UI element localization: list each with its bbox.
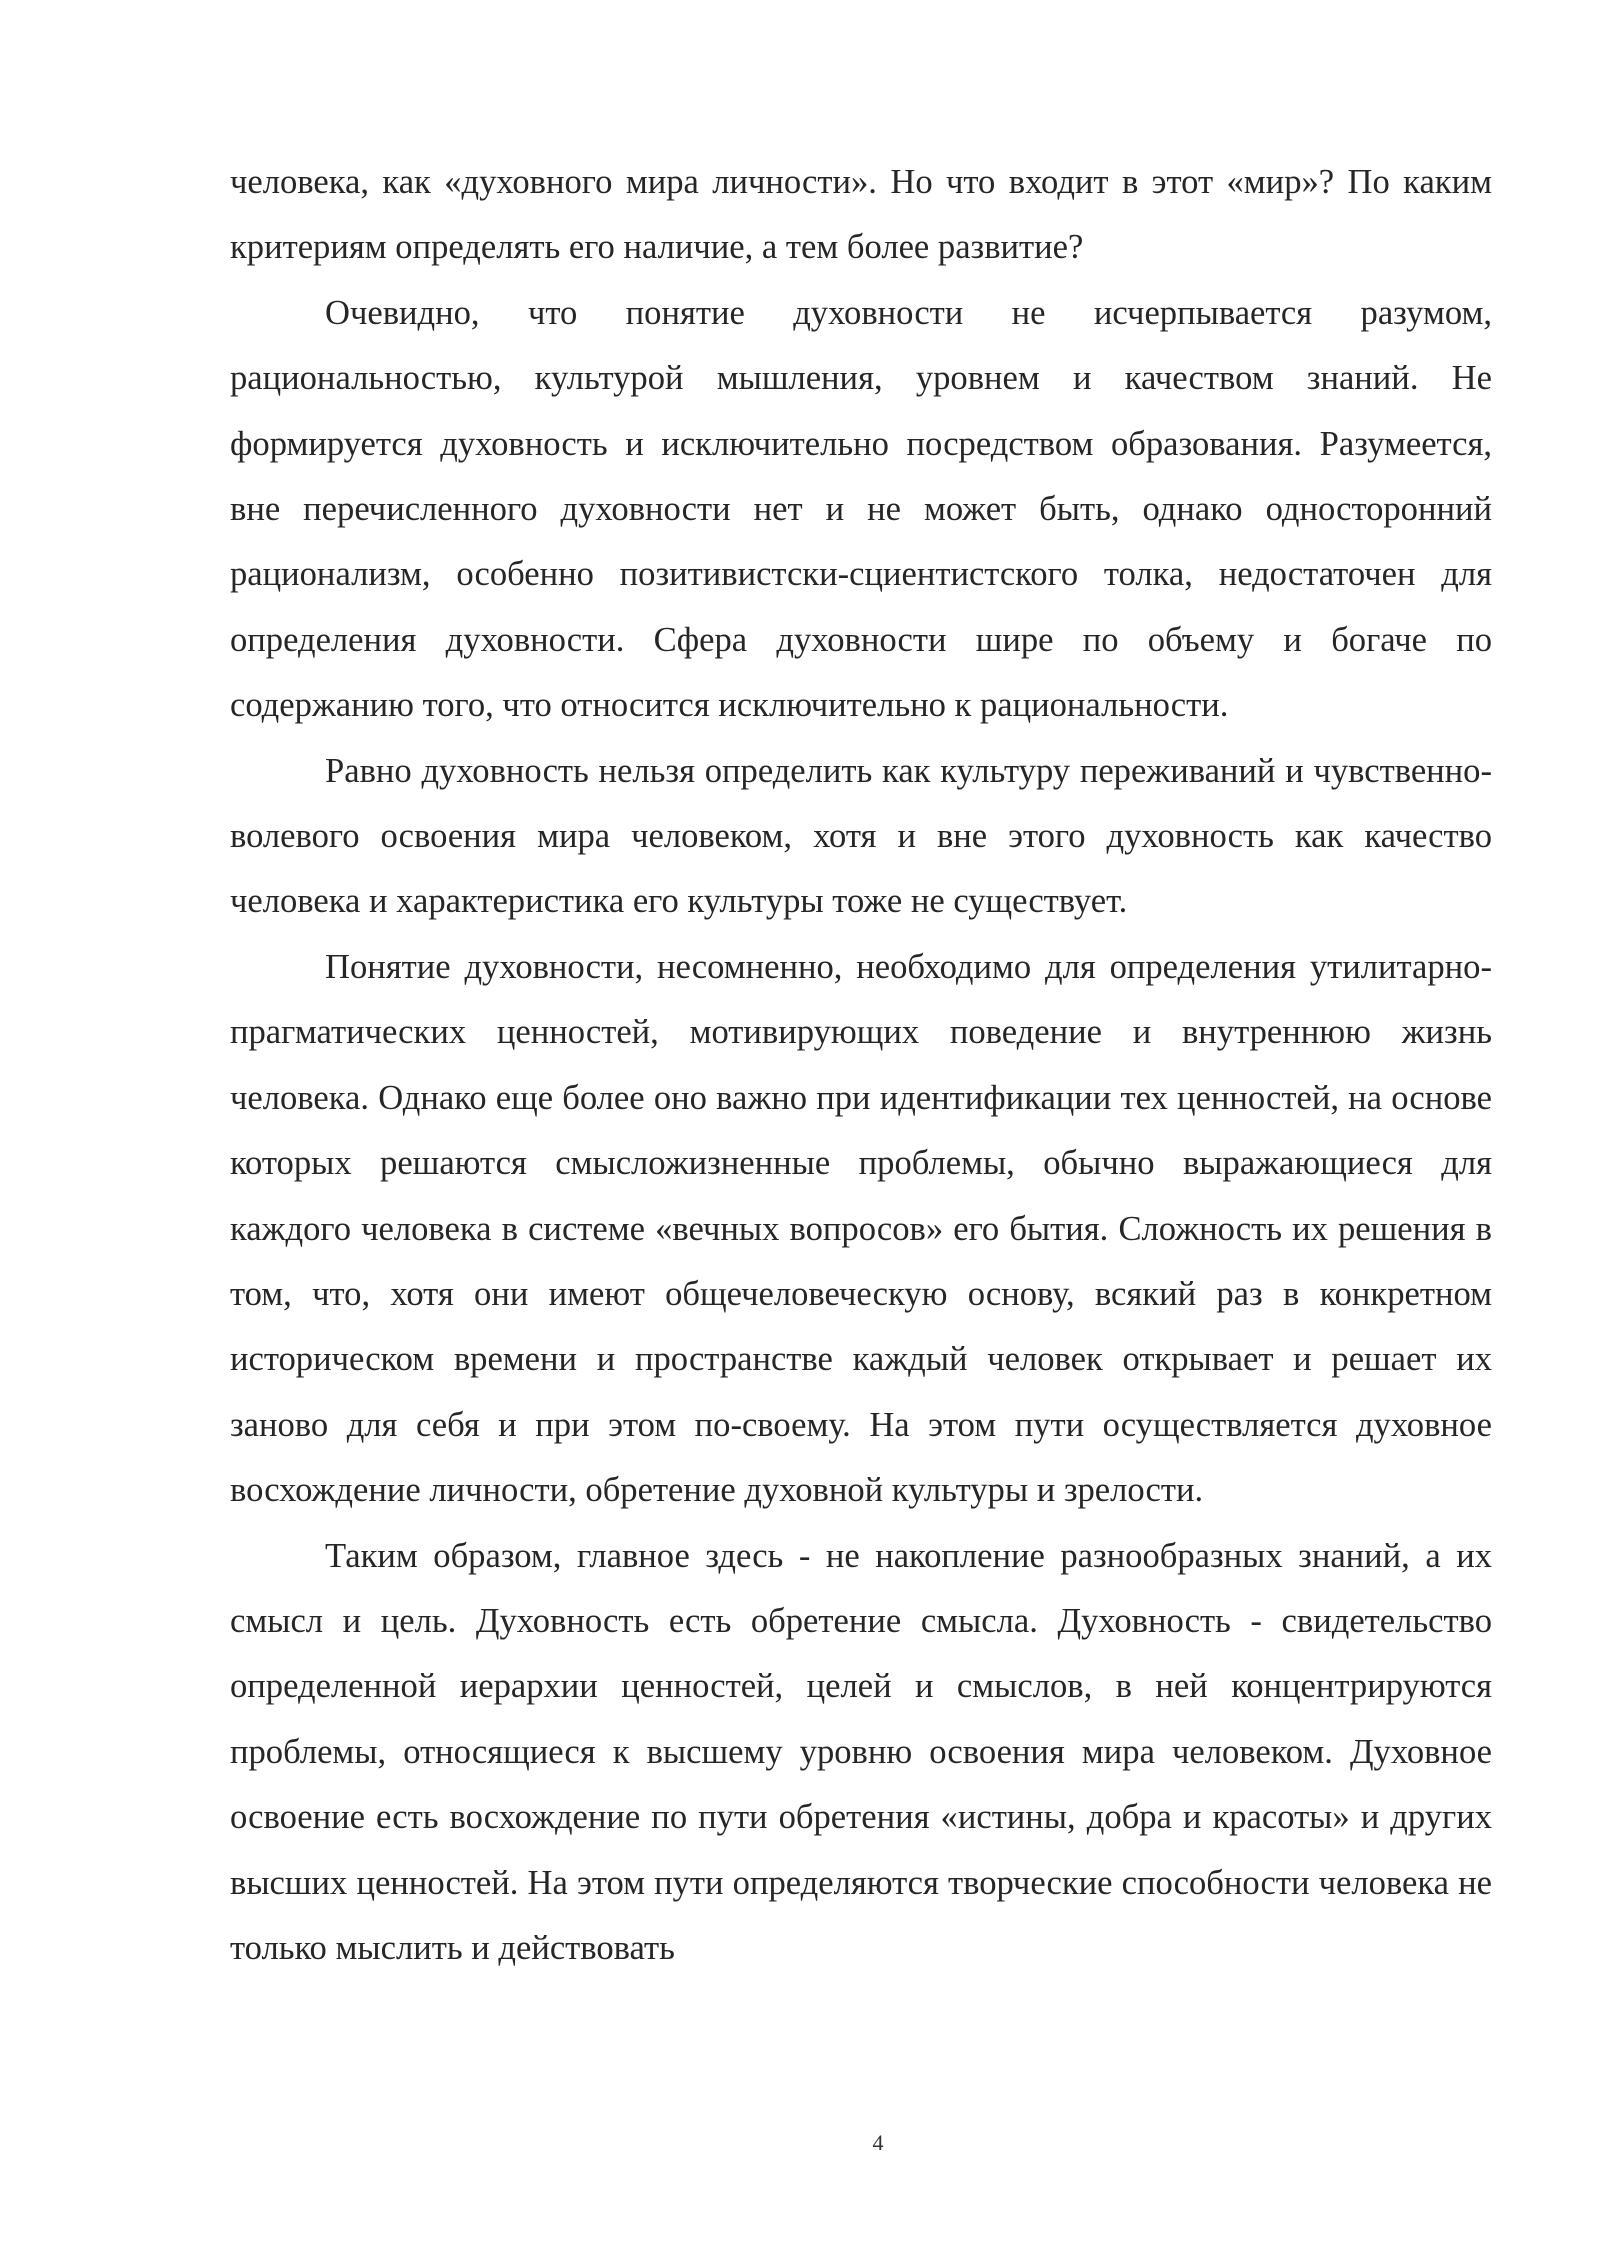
paragraph-3: Равно духовность нельзя определить как культуру переживаний и чувственно-волевого освоения мира человеком, хотя и вне этого духовность как качество человека и характеристика его культуры тоже не существует. [230,751,1492,921]
paragraph-4: Понятие духовности, несомненно, необходимо для определения утилитарно-прагматических ценностей, мотивирующих поведение и внутреннюю жизнь человека. Однако еще более оно важно при идентификации тех ценностей, на основе которых решаются смысложизненные проблемы, обычно выражающиеся для каждого человека в системе «вечных вопросов» его бытия. Сложность их решения в том, что, хотя они имеют общечеловеческую основу, всякий раз в конкретном историческом времени и пространстве каждый человек открывает и решает их заново для себя и при этом по-своему. На этом пути осуществляется духовное восхождение личности, обретение духовной культуры и зрелости. [230,947,1492,1510]
paragraph-1: человека, как «духовного мира личности». Но что входит в этот «мир»? По каким критериям определять его наличие, а тем более развитие? [230,163,1492,267]
paragraph-5: Таким образом, главное здесь - не накопление разнообразных знаний, а их смысл и цель. Духовность есть обретение смысла. Духовность - свидетельство определенной иерархии ценностей, целей и смыслов, в ней концентрируются проблемы, относящиеся к высшему уровню освоения мира человеком. Духовное освоение есть восхождение по пути обретения «истины, добра и красоты» и других высших ценностей. На этом пути определяются творческие способности человека не только мыслить и действовать [230,1536,1492,1967]
page-number: 4 [872,2130,884,2155]
paragraph-2: Очевидно, что понятие духовности не исчерпывается разумом, рациональностью, культурой мышления, уровнем и качеством знаний. Не формируется духовность и исключительно посредством образования. Разумеется, вне перечисленного духовности нет и не может быть, однако односторонний рационализм, особенно позитивистски-сциентистского толка, недостаточен для определения духовности. Сфера духовности шире по объему и богаче по содержанию того, что относится исключительно к рациональности. [230,293,1492,725]
body-text [230,150,1492,1981]
